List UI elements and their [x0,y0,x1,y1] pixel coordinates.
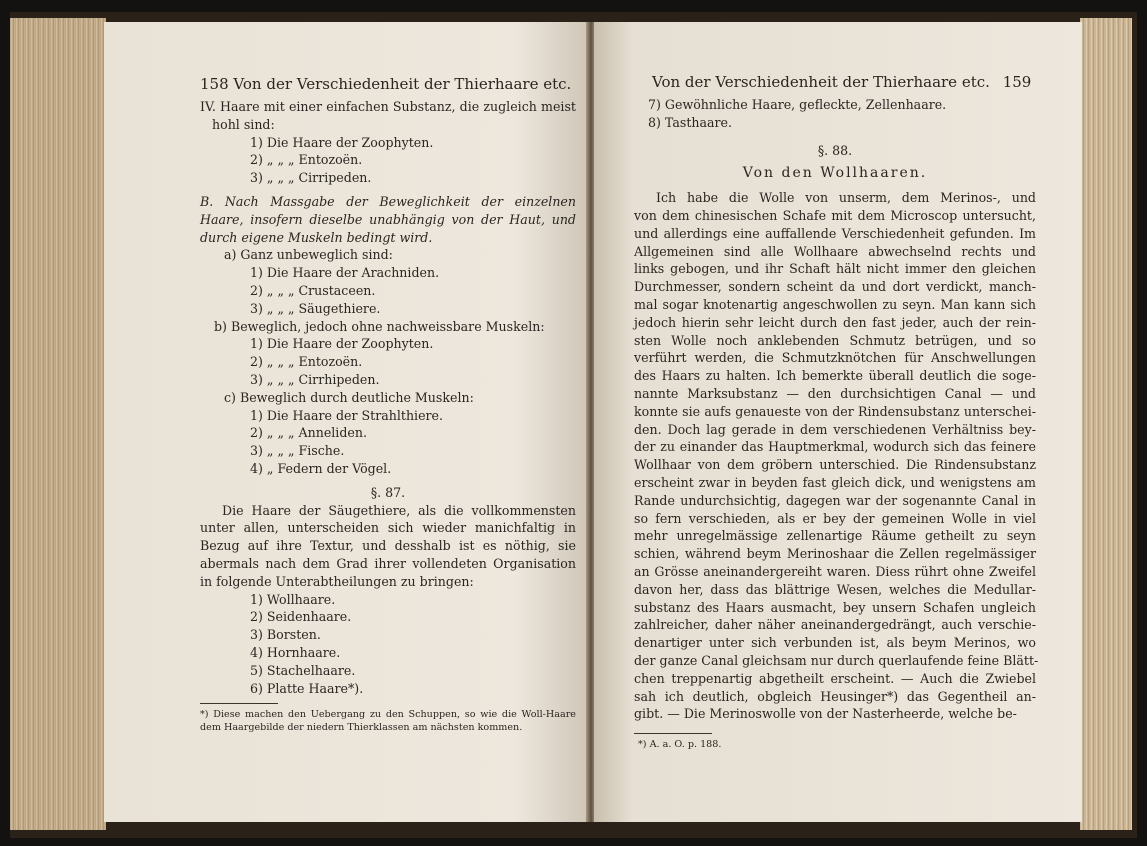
list-item: 8) Tasthaare. [648,114,732,130]
paragraph-line: davon her, dass das blättrige Wesen, welches die Medullar- [634,581,1036,597]
left-page [104,22,588,822]
paragraph-line: Rande undurchsichtig, dagegen war der sogenannte Canal in [634,492,1036,508]
footnote-rule [200,703,278,704]
list-item: 3) Borsten. [250,627,321,643]
list-item: 2) „ „ „ Entozoën. [250,152,363,168]
section-87-heading: §. 87. [370,484,406,500]
right-page-header [634,72,1036,92]
list-item: 2) „ „ „ Anneliden. [250,425,367,441]
paragraph-line: so fern verschieden, als er bey der gemeinen Wolle in viel [634,510,1036,526]
paragraph-line: denartiger unter sich verbunden ist, als beym Merinos, wo [634,635,1036,651]
list-item: 3) „ „ „ Cirrhipeden. [250,371,380,387]
paragraph-line: Wollhaar von dem gröbern unterschied. Die Rindensubstanz [634,457,1036,473]
paragraph-line: mehr unregelmässige zellenartige Räume getheilt zu seyn [634,528,1036,544]
paragraph-line: Ich habe die Wolle von unserm, dem Merinos-, und [656,190,1036,206]
subsection-c: c) Beweglich durch deutliche Muskeln: [224,389,474,405]
page-number: 158 [200,75,229,93]
paragraph-line: nannte Marksubstanz — den durchsichtigen Canal — und [634,385,1036,401]
list-item: 3) „ „ „ Fische. [250,443,345,459]
paragraph-line: jedoch hierin sehr leicht durch den fast jeder, auch der rein- [634,314,1036,330]
list-item: 5) Stachelhaare. [250,662,356,678]
paragraph-line: Durchmesser, sondern scheint da und dort verdickt, manch- [634,279,1036,295]
paragraph-line: konnte sie aufs genaueste von der Rindensubstanz unterschei- [634,403,1036,419]
section-87-paragraph: Die Haare der Säugethiere, als die vollkommensten unter allen, unterscheiden sich wieder manichfaltig in Bezug auf ihre Textur, und desshalb ist es nöthig, sie abermals nach dem Grad ihrer vollendeten Organisation in folgende Unterabtheilungen zu bringen: [200,502,576,589]
subsection-b: b) Beweglich, jedoch ohne nachweissbare Muskeln: [214,318,545,334]
list-item: 1) Die Haare der Arachniden. [250,265,440,281]
paragraph-line: links gebogen, und ihr Schaft hält nicht immer den gleichen [634,261,1036,277]
paragraph-line: und allerdings eine auffallende Verschiedenheit gefunden. Im [634,225,1036,241]
paragraph-line: an Grösse aneinandergereiht waren. Diess rührt ohne Zweifel [634,563,1036,579]
footnote: *) A. a. O. p. 188. [638,739,722,751]
list-item: 2) Seidenhaare. [250,609,352,625]
paragraph-line: mal sogar knotenartig angeschwollen zu seyn. Man kann sich [634,296,1036,312]
list-item: 7) Gewöhnliche Haare, gefleckte, Zellenhaare. [648,97,947,112]
left-page-header [200,74,576,94]
paragraph-line: des Haars zu halten. Ich bemerkte überall deutlich die soge- [634,368,1036,384]
list-item: 3) „ „ „ Säugethiere. [250,300,381,316]
paragraph-line: zahlreicher, daher näher aneinandergedrängt, auch verschie- [634,617,1036,633]
list-item: 4) Hornhaare. [250,644,341,660]
paragraph-line: erscheint zwar in beyden fast gleich dick, und wenigstens am [634,474,1036,490]
list-item: 1) Die Haare der Zoophyten. [250,336,434,352]
list-item: 4) „ Federn der Vögel. [250,460,392,476]
paragraph-line: sah ich deutlich, obgleich Heusinger*) das Gegentheil an- [634,688,1036,704]
paragraph-line: der ganze Canal gleichsam nur durch querlaufende feine Blätt- [634,652,1039,668]
list-item: 2) „ „ „ Entozoën. [250,354,363,370]
right-page [594,22,1082,822]
paragraph-line: verführt werden, die Schmutzknötchen für Anschwellungen [634,350,1036,366]
list-item: 1) Die Haare der Zoophyten. [250,134,434,150]
section-b: B. Nach Massgabe der Beweglichkeit der einzelnen Haare, insofern dieselbe unabhängig von der Haut, und durch eigene Muskeln bedingt wird. [200,193,576,245]
paragraph-line: sten Wolle noch anklebenden Schmutz betrügen, und so [634,332,1036,348]
paragraph-line: gibt. — Die Merinoswolle von der Nasterheerde, welche be- [634,706,1017,722]
footnote: *) Diese machen den Uebergang zu den Schuppen, so wie die Woll-Haare dem Haargebilde der niedern Thierklassen am nächsten kommen. [200,709,576,734]
section-88-heading: §. 88. [817,142,853,158]
page-number: 159 [1002,73,1032,91]
paragraph-line: Allgemeinen sind alle Wollhaare abwechselnd rechts und [634,243,1036,259]
running-title: Von der Verschiedenheit der Thierhaare etc. [233,75,572,93]
list-item: 1) Die Haare der Strahlthiere. [250,407,444,423]
paragraph-line: der zu einander das Hauptmerkmal, wodurch sich das feinere [634,439,1036,455]
running-title: Von der Verschiedenheit der Thierhaare etc. [652,73,990,91]
subsection-a: a) Ganz unbeweglich sind: [224,247,393,263]
list-item: 1) Wollhaare. [250,591,336,607]
paragraph-line: substanz des Haars ausmacht, bey unsern Schafen ungleich [634,599,1036,615]
left-page-content [200,74,576,734]
list-item: 2) „ „ „ Crustaceen. [250,282,376,298]
page-edges-right [1080,18,1132,830]
paragraph-line: den. Doch lag gerade in dem verschiedenen Verhältniss bey- [634,421,1036,437]
paragraph-line: von dem chinesischen Schafe mit dem Microscop untersucht, [634,207,1036,223]
paragraph-line: schien, während beym Merinoshaar die Zellen regelmässiger [634,546,1036,562]
list-item: 3) „ „ „ Cirripeden. [250,170,372,186]
right-page-content [634,72,1039,751]
page-edges-left [10,18,106,830]
list-item: 6) Platte Haare*). [250,680,364,696]
section-iv: IV. Haare mit einer einfachen Substanz, die zugleich meist hohl sind: [200,99,576,132]
footnote-rule [634,733,712,734]
paragraph-line: chen treppenartig abgetheilt erscheint. — Auch die Zwiebel [634,670,1036,686]
section-88-paragraph [634,189,1039,723]
chapter-heading: Von den Wollhaaren. [742,165,928,182]
